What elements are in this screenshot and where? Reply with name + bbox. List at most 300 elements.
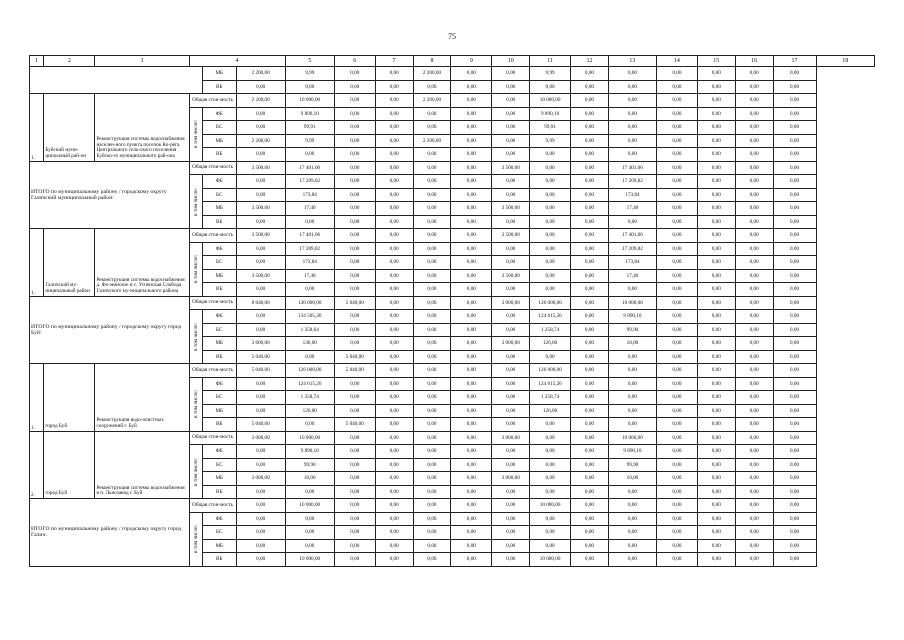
value-cell: 0,00	[773, 161, 816, 175]
value-cell: 0,00	[413, 310, 451, 324]
value-cell: 5 040,00	[236, 350, 285, 364]
value-cell: 0,00	[656, 404, 697, 418]
value-cell: 0,00	[334, 67, 375, 81]
value-cell: 0,00	[285, 512, 334, 526]
fund-label: БС	[202, 121, 236, 135]
value-cell: 0,00	[656, 458, 697, 472]
value-cell: 0,00	[413, 269, 451, 283]
value-cell: 0,00	[285, 485, 334, 499]
value-cell: 0,00	[571, 418, 609, 432]
fund-label: ВБ	[202, 215, 236, 229]
value-cell: 126,00	[285, 404, 334, 418]
table-row	[30, 499, 875, 513]
value-cell: 0,00	[773, 472, 816, 486]
total-cost-label: Общая стои-мость	[189, 364, 236, 378]
value-cell: 0,00	[375, 553, 413, 567]
value-cell: 0,00	[236, 188, 285, 202]
value-cell: 0,00	[451, 67, 492, 81]
value-cell: 0,00	[375, 269, 413, 283]
value-cell: 1 258,74	[530, 391, 571, 405]
value-cell: 5 040,00	[236, 418, 285, 432]
fund-label: ФБ	[202, 512, 236, 526]
value-cell: 126 000,00	[530, 364, 571, 378]
value-cell: 2 200,00	[236, 134, 285, 148]
value-cell: 0,00	[773, 229, 816, 243]
value-cell: 0,00	[334, 283, 375, 297]
value-cell: 0,00	[656, 323, 697, 337]
value-cell: 0,00	[735, 296, 773, 310]
value-cell: 9 890,10	[608, 445, 656, 459]
value-cell: 0,00	[413, 391, 451, 405]
value-cell: 0,00	[334, 94, 375, 108]
value-cell: 0,00	[334, 134, 375, 148]
value-cell: 0,00	[236, 512, 285, 526]
value-cell: 17 209,82	[285, 175, 334, 189]
value-cell: 0,00	[735, 188, 773, 202]
value-cell: 0,00	[413, 553, 451, 567]
value-cell: 0,00	[375, 148, 413, 162]
value-cell: 124 615,26	[530, 310, 571, 324]
fund-label: ФБ	[202, 242, 236, 256]
value-cell: 10 000,00	[285, 431, 334, 445]
value-cell: 0,00	[236, 526, 285, 540]
total-cost-label: Общая стои-мость	[189, 94, 236, 108]
value-cell: 0,00	[413, 323, 451, 337]
value-cell: 0,00	[571, 445, 609, 459]
incl-label: в том числе:	[192, 254, 199, 284]
value-cell: 0,00	[773, 364, 816, 378]
value-cell: 0,00	[236, 553, 285, 567]
value-cell: 2 200,00	[413, 94, 451, 108]
value-cell: 0,00	[773, 188, 816, 202]
value-cell: 0,00	[334, 148, 375, 162]
incl-label-cell	[189, 175, 202, 229]
value-cell: 9 890,10	[285, 445, 334, 459]
value-cell: 0,00	[571, 485, 609, 499]
value-cell: 0,00	[413, 526, 451, 540]
value-cell: 126,00	[530, 404, 571, 418]
value-cell: 5 040,00	[236, 364, 285, 378]
value-cell: 0,00	[375, 458, 413, 472]
value-cell: 0,00	[492, 539, 530, 553]
value-cell: 0,00	[334, 215, 375, 229]
value-cell: 0,00	[451, 94, 492, 108]
value-cell: 0,00	[334, 107, 375, 121]
value-cell: 0,00	[413, 121, 451, 135]
value-cell: 0,00	[697, 229, 735, 243]
value-cell: 0,00	[571, 391, 609, 405]
value-cell: 0,00	[697, 485, 735, 499]
value-cell: 0,00	[236, 391, 285, 405]
value-cell: 0,00	[236, 121, 285, 135]
value-cell: 0,00	[530, 215, 571, 229]
value-cell: 2 200,00	[413, 67, 451, 81]
page-number: 75	[448, 32, 456, 41]
value-cell: 0,00	[735, 404, 773, 418]
value-cell: 0,00	[236, 323, 285, 337]
value-cell: 0,00	[334, 526, 375, 540]
fund-label: БС	[202, 526, 236, 540]
itogo-title: ИТОГО по муниципальному району / городскому округу город Галич:	[30, 499, 190, 567]
value-cell: 10,00	[608, 472, 656, 486]
value-cell: 0,00	[656, 80, 697, 94]
value-cell: 0,00	[608, 134, 656, 148]
fund-label: МБ	[202, 134, 236, 148]
value-cell: 0,00	[530, 202, 571, 216]
value-cell: 0,00	[413, 107, 451, 121]
value-cell: 0,00	[773, 458, 816, 472]
value-cell: 0,00	[334, 404, 375, 418]
value-cell: 0,00	[735, 67, 773, 81]
table-row	[30, 364, 875, 378]
value-cell: 0,00	[492, 242, 530, 256]
column-header: 9	[451, 56, 492, 67]
value-cell: 0,00	[656, 94, 697, 108]
value-cell: 0,00	[571, 269, 609, 283]
value-cell: 9 890,10	[285, 107, 334, 121]
value-cell: 0,00	[656, 526, 697, 540]
value-cell: 0,00	[571, 472, 609, 486]
value-cell: 0,00	[451, 296, 492, 310]
value-cell: 0,00	[735, 499, 773, 513]
total-cost-label: Общая стои-мость	[189, 296, 236, 310]
value-cell: 0,00	[530, 445, 571, 459]
value-cell: 0,00	[697, 512, 735, 526]
value-cell: 0,00	[656, 107, 697, 121]
value-cell: 0,00	[530, 350, 571, 364]
table-body	[30, 56, 875, 567]
value-cell: 0,00	[697, 377, 735, 391]
value-cell: 0,00	[375, 323, 413, 337]
value-cell: 0,00	[492, 323, 530, 337]
value-cell: 136,00	[285, 337, 334, 351]
value-cell: 0,00	[236, 458, 285, 472]
value-cell: 0,00	[697, 269, 735, 283]
incl-label: в том числе:	[192, 389, 199, 419]
value-cell: 0,00	[608, 539, 656, 553]
value-cell: 0,00	[492, 188, 530, 202]
value-cell: 0,00	[334, 242, 375, 256]
value-cell: 0,00	[697, 202, 735, 216]
row-number: 1.	[30, 229, 44, 297]
value-cell: 0,00	[735, 215, 773, 229]
value-cell: 3 500,00	[492, 269, 530, 283]
value-cell: 0,00	[656, 242, 697, 256]
value-cell: 9,99	[285, 134, 334, 148]
column-header: 4	[189, 56, 285, 67]
value-cell: 0,00	[697, 472, 735, 486]
value-cell: 0,00	[236, 310, 285, 324]
value-cell: 0,00	[451, 283, 492, 297]
value-cell: 0,00	[697, 418, 735, 432]
value-cell: 0,00	[697, 256, 735, 270]
value-cell: 0,00	[413, 499, 451, 513]
value-cell: 0,00	[656, 512, 697, 526]
value-cell: 0,00	[334, 445, 375, 459]
value-cell: 0,00	[492, 404, 530, 418]
value-cell: 9,99	[285, 67, 334, 81]
incl-label-cell	[189, 310, 202, 364]
value-cell: 0,00	[375, 337, 413, 351]
value-cell: 0,00	[735, 242, 773, 256]
value-cell: 0,00	[492, 121, 530, 135]
fund-label: БС	[202, 323, 236, 337]
value-cell: 0,00	[375, 134, 413, 148]
value-cell: 0,00	[656, 337, 697, 351]
value-cell: 0,00	[375, 310, 413, 324]
value-cell: 0,00	[656, 499, 697, 513]
value-cell: 0,00	[413, 148, 451, 162]
value-cell: 0,00	[413, 283, 451, 297]
value-cell: 0,00	[334, 269, 375, 283]
value-cell: 0,00	[773, 418, 816, 432]
value-cell: 0,00	[773, 121, 816, 135]
column-header: 14	[656, 56, 697, 67]
value-cell: 0,00	[571, 107, 609, 121]
value-cell: 0,00	[451, 499, 492, 513]
value-cell: 0,00	[735, 526, 773, 540]
project-name: Реконструкция системы водоснабжения населен-ного пункта поселок Ко-рёга Центрального сель-ского поселения Буйско-го муниципального рай-она	[95, 94, 189, 162]
table-row	[30, 94, 875, 108]
value-cell: 0,00	[697, 310, 735, 324]
value-cell: 0,00	[656, 134, 697, 148]
header-row	[30, 56, 875, 67]
value-cell: 0,00	[697, 107, 735, 121]
value-cell: 0,00	[334, 377, 375, 391]
value-cell: 0,00	[236, 148, 285, 162]
value-cell: 0,00	[375, 202, 413, 216]
value-cell: 0,00	[571, 499, 609, 513]
value-cell: 0,00	[451, 472, 492, 486]
value-cell: 0,00	[530, 148, 571, 162]
value-cell: 0,00	[571, 553, 609, 567]
value-cell: 0,00	[334, 458, 375, 472]
value-cell: 0,00	[773, 94, 816, 108]
column-header: 18	[816, 56, 874, 67]
value-cell: 0,00	[530, 458, 571, 472]
value-cell: 0,00	[492, 80, 530, 94]
value-cell: 124 615,26	[285, 377, 334, 391]
value-cell: 0,00	[571, 377, 609, 391]
value-cell: 0,00	[530, 161, 571, 175]
value-cell: 0,00	[413, 377, 451, 391]
value-cell: 0,00	[334, 175, 375, 189]
value-cell: 0,00	[413, 458, 451, 472]
value-cell: 0,00	[530, 418, 571, 432]
value-cell: 99,91	[285, 121, 334, 135]
value-cell: 0,00	[735, 512, 773, 526]
value-cell: 0,00	[571, 337, 609, 351]
value-cell: 0,00	[451, 377, 492, 391]
column-header: 10	[492, 56, 530, 67]
value-cell: 0,00	[608, 148, 656, 162]
value-cell: 0,00	[334, 512, 375, 526]
value-cell: 0,00	[735, 337, 773, 351]
value-cell: 0,00	[697, 94, 735, 108]
table-row	[30, 161, 875, 175]
value-cell: 0,00	[773, 337, 816, 351]
value-cell: 173,84	[285, 256, 334, 270]
value-cell: 0,00	[451, 526, 492, 540]
value-cell: 3 500,00	[236, 161, 285, 175]
value-cell: 0,00	[608, 391, 656, 405]
value-cell: 0,00	[451, 323, 492, 337]
column-header: 15	[697, 56, 735, 67]
value-cell: 0,00	[451, 458, 492, 472]
column-header: 13	[608, 56, 656, 67]
value-cell: 0,00	[530, 526, 571, 540]
value-cell: 0,00	[413, 256, 451, 270]
value-cell: 0,00	[285, 539, 334, 553]
value-cell: 0,00	[451, 148, 492, 162]
value-cell: 0,00	[608, 418, 656, 432]
value-cell: 0,00	[656, 175, 697, 189]
value-cell: 0,00	[334, 323, 375, 337]
value-cell: 0,00	[375, 242, 413, 256]
value-cell: 0,00	[492, 175, 530, 189]
value-cell: 0,00	[571, 404, 609, 418]
value-cell: 0,00	[375, 539, 413, 553]
value-cell: 0,00	[530, 431, 571, 445]
value-cell: 0,00	[451, 485, 492, 499]
value-cell: 0,00	[375, 526, 413, 540]
value-cell: 0,00	[608, 404, 656, 418]
value-cell: 0,00	[608, 526, 656, 540]
value-cell: 17,40	[285, 202, 334, 216]
value-cell: 0,00	[375, 431, 413, 445]
value-cell: 0,00	[451, 431, 492, 445]
value-cell: 0,00	[375, 485, 413, 499]
value-cell: 10 000,00	[285, 499, 334, 513]
value-cell: 0,00	[608, 512, 656, 526]
value-cell: 0,00	[375, 364, 413, 378]
value-cell: 0,00	[375, 229, 413, 243]
value-cell: 0,00	[571, 175, 609, 189]
total-cost-label: Общая стои-мость	[189, 499, 236, 513]
value-cell: 9,99	[530, 134, 571, 148]
value-cell: 134 505,36	[285, 310, 334, 324]
value-cell: 0,00	[451, 539, 492, 553]
value-cell: 0,00	[375, 161, 413, 175]
value-cell: 0,00	[375, 391, 413, 405]
value-cell: 0,00	[608, 67, 656, 81]
fund-label: БС	[202, 188, 236, 202]
value-cell: 173,84	[285, 188, 334, 202]
value-cell: 0,00	[451, 202, 492, 216]
value-cell: 99,90	[608, 458, 656, 472]
value-cell: 0,00	[773, 202, 816, 216]
value-cell: 0,00	[334, 539, 375, 553]
fund-label: ФБ	[202, 445, 236, 459]
incl-label-cell	[189, 377, 202, 431]
value-cell: 0,00	[492, 67, 530, 81]
value-cell: 2 200,00	[236, 94, 285, 108]
value-cell: 0,00	[735, 539, 773, 553]
value-cell: 0,00	[697, 458, 735, 472]
value-cell: 0,00	[571, 229, 609, 243]
municipality-name: Буйский муни-ципальный рай-он	[44, 94, 95, 162]
value-cell: 0,00	[571, 526, 609, 540]
value-cell: 0,00	[697, 404, 735, 418]
value-cell: 0,00	[451, 418, 492, 432]
value-cell: 0,00	[697, 80, 735, 94]
value-cell: 0,00	[492, 526, 530, 540]
value-cell: 0,00	[735, 445, 773, 459]
column-header: 2	[44, 56, 95, 67]
value-cell: 0,00	[451, 229, 492, 243]
value-cell: 3 000,00	[236, 337, 285, 351]
column-header: 8	[413, 56, 451, 67]
value-cell: 0,00	[492, 418, 530, 432]
value-cell: 0,00	[773, 485, 816, 499]
value-cell: 10 000,00	[530, 94, 571, 108]
value-cell: 0,00	[236, 242, 285, 256]
value-cell: 0,00	[735, 134, 773, 148]
value-cell: 0,00	[375, 296, 413, 310]
fund-label: ФБ	[202, 310, 236, 324]
value-cell: 0,00	[571, 215, 609, 229]
value-cell: 0,00	[697, 350, 735, 364]
value-cell: 0,00	[697, 445, 735, 459]
fund-label: МБ	[202, 404, 236, 418]
value-cell: 0,00	[413, 80, 451, 94]
value-cell: 0,00	[571, 350, 609, 364]
value-cell: 0,00	[530, 175, 571, 189]
value-cell: 0,00	[334, 188, 375, 202]
value-cell: 0,00	[334, 161, 375, 175]
incl-label: в том числе:	[192, 187, 199, 216]
fund-label: ВБ	[202, 80, 236, 94]
value-cell: 99,90	[285, 458, 334, 472]
value-cell: 0,00	[697, 539, 735, 553]
value-cell: 0,00	[285, 283, 334, 297]
column-header: 11	[530, 56, 571, 67]
value-cell: 10 000,00	[285, 94, 334, 108]
itogo-title: ИТОГО по муниципальному району / городскому округу город Буй:	[30, 296, 190, 364]
value-cell: 0,00	[608, 377, 656, 391]
value-cell: 0,00	[571, 296, 609, 310]
value-cell: 0,00	[697, 67, 735, 81]
value-cell: 0,00	[413, 418, 451, 432]
value-cell: 0,00	[735, 350, 773, 364]
value-cell: 0,00	[656, 364, 697, 378]
value-cell: 0,00	[236, 539, 285, 553]
fund-label: МБ	[202, 472, 236, 486]
value-cell: 0,00	[656, 377, 697, 391]
value-cell: 0,00	[656, 67, 697, 81]
value-cell: 0,00	[492, 377, 530, 391]
value-cell: 0,00	[773, 80, 816, 94]
value-cell: 0,00	[697, 431, 735, 445]
value-cell: 3 000,00	[492, 431, 530, 445]
fund-label: ВБ	[202, 418, 236, 432]
value-cell: 0,00	[735, 391, 773, 405]
value-cell: 0,00	[656, 485, 697, 499]
fund-label: ВБ	[202, 283, 236, 297]
value-cell: 0,00	[656, 269, 697, 283]
value-cell: 0,00	[571, 80, 609, 94]
value-cell: 1 258,74	[530, 323, 571, 337]
value-cell: 0,00	[451, 553, 492, 567]
value-cell: 0,00	[656, 161, 697, 175]
value-cell: 0,00	[334, 391, 375, 405]
incl-label-cell	[189, 512, 202, 566]
value-cell: 0,00	[735, 107, 773, 121]
value-cell: 0,00	[735, 148, 773, 162]
value-cell: 0,00	[492, 512, 530, 526]
value-cell: 0,00	[608, 283, 656, 297]
value-cell: 0,00	[571, 364, 609, 378]
